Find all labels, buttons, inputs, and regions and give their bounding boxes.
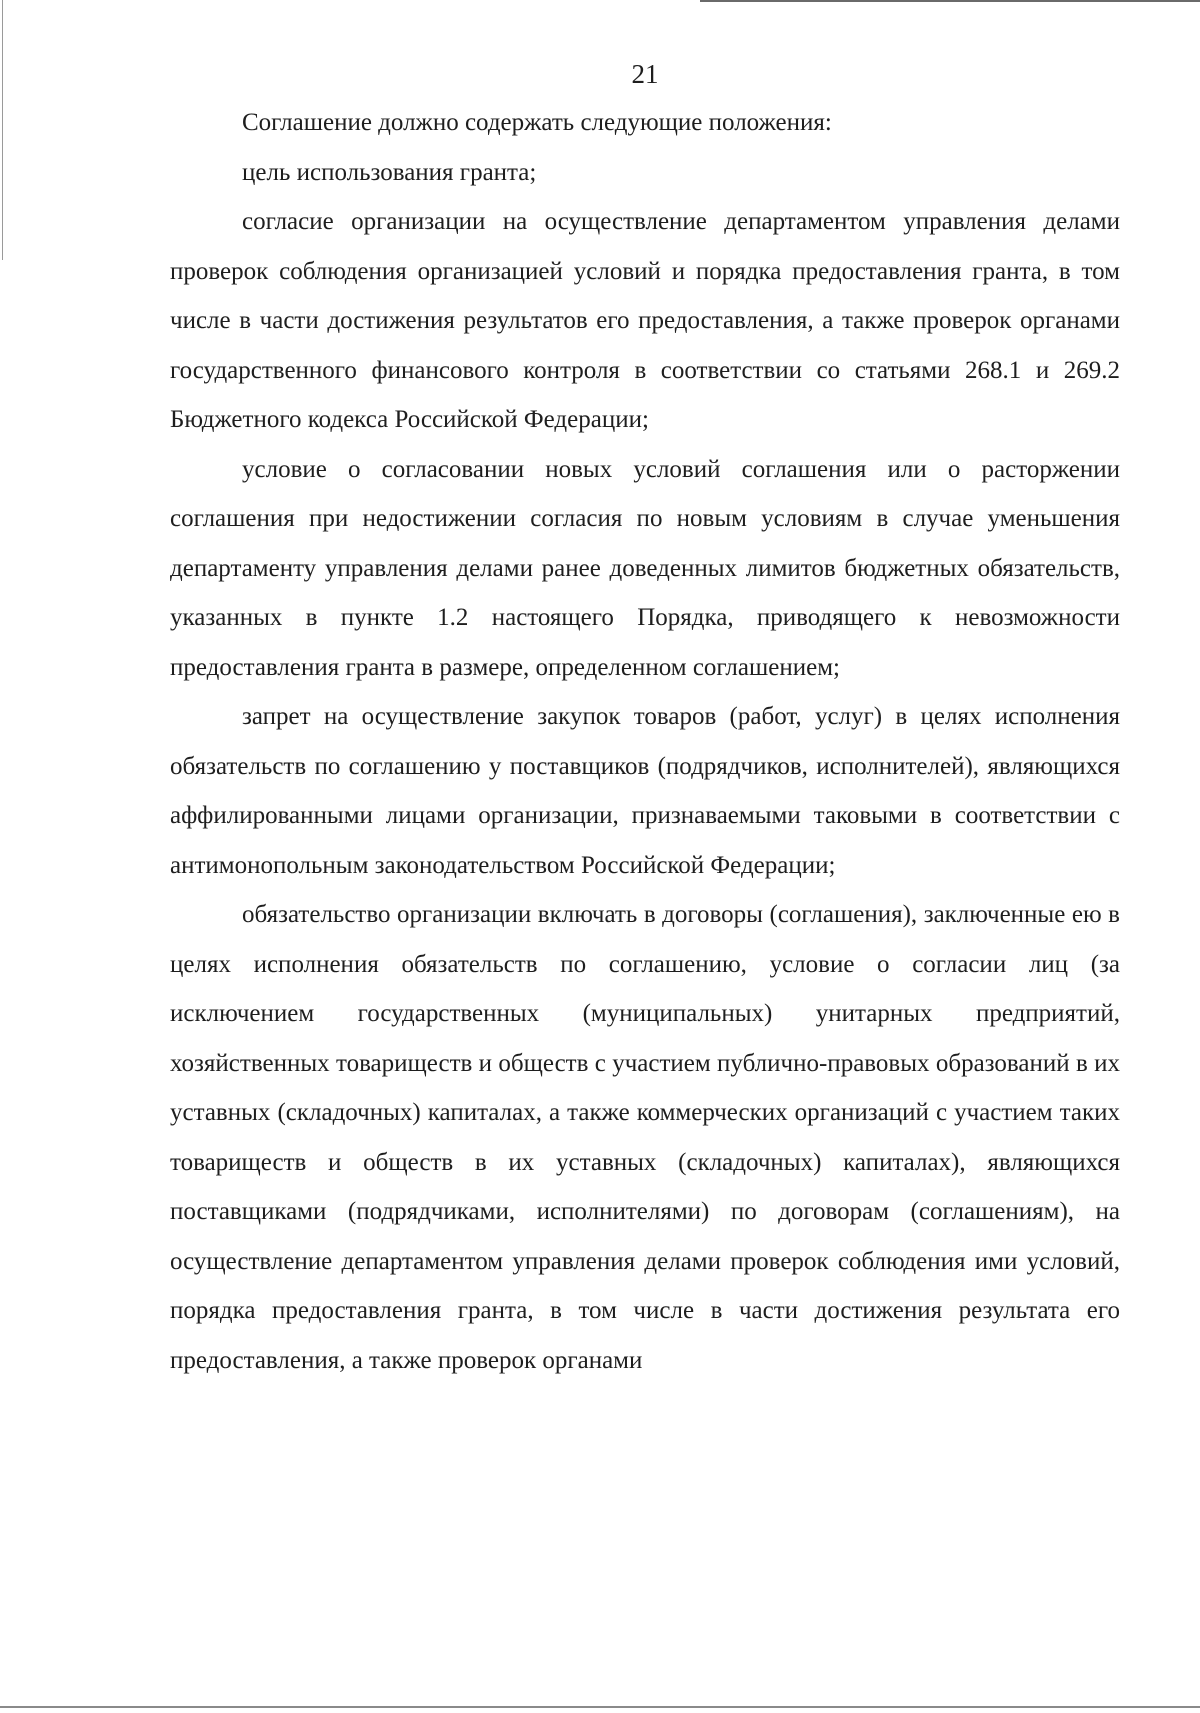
scan-border-bottom <box>0 1706 1200 1708</box>
scan-edge-left <box>2 0 3 260</box>
scan-border-top <box>700 0 1200 2</box>
paragraph-grant-purpose: цель использования гранта; <box>242 158 537 186</box>
paragraph-contract-obligation: обязательство организации включать в договоры (соглашения), заключенные ею в целях исполнения обязательств по соглашению, условие о согласии лиц (за исключением государственных (муниципальных) унитарных предприятий, хозяйственных товариществ и обществ с участием публично-правовых образований в их уставных (складочных) капиталах, а также коммерческих организаций с участием таких товариществ и обществ в их уставных (складочных) капиталах), являющихся поставщиками (подрядчиками, исполнителями) по договорам (соглашениям), на осуществление департаментом управления делами проверок соблюдения ими условий, порядка предоставления гранта, в том числе в части достижения результата его предоставления, а также проверок органами <box>170 901 1120 1374</box>
document-body <box>170 98 1120 1385</box>
paragraph-agreement-terms: условие о согласовании новых условий соглашения или о расторжении соглашения при недостижении согласия по новым условиям в случае уменьшения департаменту управления делами ранее доведенных лимитов бюджетных обязательств, указанных в пункте 1.2 настоящего Порядка, приводящего к невозможности предоставления гранта в размере, определенном соглашением; <box>170 455 1120 681</box>
paragraph-intro: Соглашение должно содержать следующие положения: <box>242 109 832 136</box>
paragraph-inspection-consent: согласие организации на осуществление департаментом управления делами проверок соблюдения организацией условий и порядка предоставления гранта, в том числе в части достижения результатов его предоставления, а также проверок органами государственного финансового контроля в соответствии со статьями 268.1 и 269.2 Бюджетного кодекса Российской Федерации; <box>170 208 1120 433</box>
page-number: 21 <box>631 59 659 89</box>
paragraph-procurement-ban: запрет на осуществление закупок товаров (работ, услуг) в целях исполнения обязательств по соглашению у поставщиков (подрядчиков, исполнителей), являющихся аффилированными лицами организации, признаваемыми таковыми в соответствии с антимонопольным законодательством Российской Федерации; <box>170 703 1120 879</box>
